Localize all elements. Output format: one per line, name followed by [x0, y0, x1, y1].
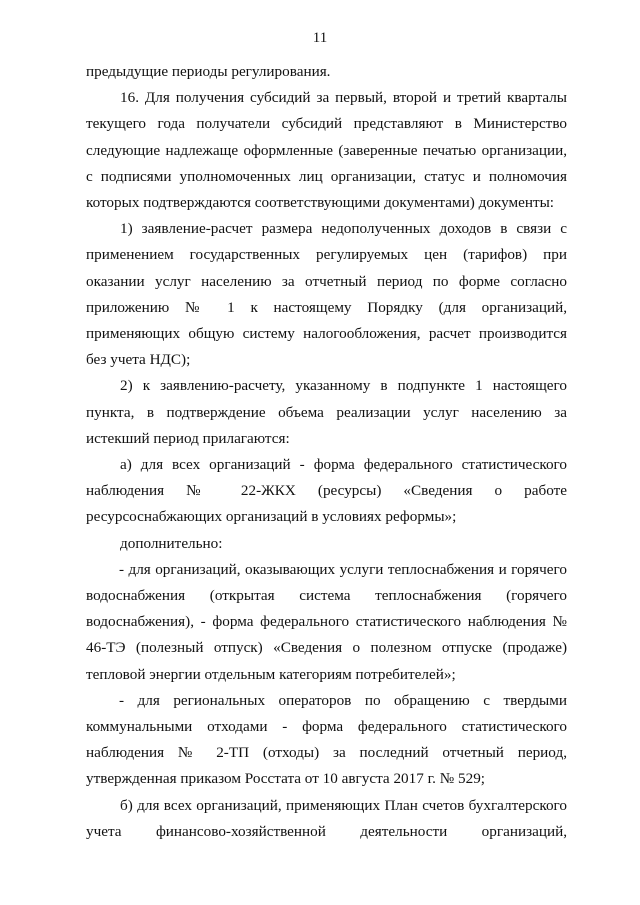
paragraph-subitem-a: а) для всех организаций - форма федерального статистического наблюдения № 22-ЖКХ (ресурсы) «Сведения о работе ресурсоснабжающих организаций в условиях реформы»;	[86, 456, 567, 526]
paragraph-subitem-b: б) для всех организаций, применяющих План счетов бухгалтерского учета финансово-хозяйственной деятельности организаций,	[86, 796, 567, 840]
paragraph-additionally: дополнительно:	[120, 534, 223, 552]
paragraph-subitem-2: 2) к заявлению-расчету, указанному в подпункте 1 настоящего пункта, в подтверждение объема реализации услуг населению за истекший период прилагаются:	[86, 377, 567, 447]
paragraph-item-16: 16. Для получения субсидий за первый, второй и третий кварталы текущего года получатели субсидий представляют в Министерство следующие надлежаще оформленные (заверенные печатью организации, с подписями уполномоченных лиц организации, статус и полномочия которых подтверждаются соответствующими документами) документы:	[86, 89, 567, 212]
document-body	[86, 59, 567, 845]
paragraph-heat-supply: - для организаций, оказывающих услуги теплоснабжения и горячего водоснабжения (открытая система теплоснабжения (горячего водоснабжения), - форма федерального статистического наблюдения № 46-ТЭ (полезный отпуск) «Сведения о полезном отпуске (продаже) тепловой энергии отдельным категориям потребителей»;	[86, 560, 567, 683]
paragraph-continuation: предыдущие периоды регулирования.	[86, 63, 331, 80]
page-number: 11	[312, 30, 328, 46]
paragraph-waste-operators: - для региональных операторов по обращению с твердыми коммунальными отходами - форма федерального статистического наблюдения № 2-ТП (отходы) за последний отчетный период, утвержденная приказом Росстата от 10 августа 2017 г. № 529;	[86, 691, 567, 788]
paragraph-subitem-1: 1) заявление-расчет размера недополученных доходов в связи с применением государственных регулируемых цен (тарифов) при оказании услуг населению за отчетный период по форме согласно приложению № 1 к настоящему Порядку (для организаций, применяющих общую систему налогообложения, расчет производится без учета НДС);	[86, 220, 567, 369]
